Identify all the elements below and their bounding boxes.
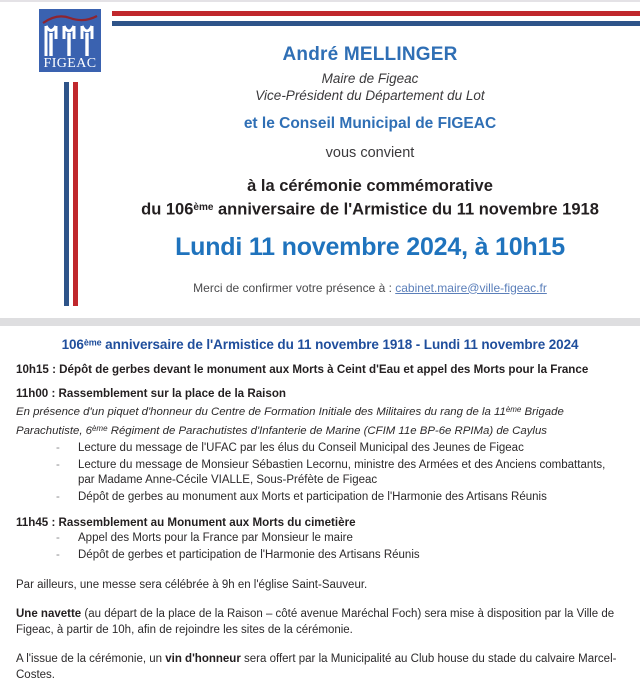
list-item-label: Lecture du message de l'UFAC par les élus du Conseil Municipal des Jeunes de Figeac <box>78 442 524 455</box>
programme-title-ordinal: ème <box>83 337 102 348</box>
shuttle-note <box>16 606 624 638</box>
slot-note-ordinal-1: ème <box>505 405 522 414</box>
dash-bullet-icon: - <box>56 442 60 455</box>
mayor-name: André MELLINGER <box>282 44 458 65</box>
slot-heading: 10h15 : Dépôt de gerbes devant le monument aux Morts à Ceint d'Eau et appel des Morts pour la France <box>16 363 589 376</box>
slot-note-post: Régiment de Parachutistes d'Infanterie de Marine (CFIM 11e BP-6e RPIMa) de Caylus <box>107 424 547 437</box>
mass-note: Par ailleurs, une messe sera célébrée à 9h en l'église Saint-Sauveur. <box>16 579 368 592</box>
ceremony-line-2 <box>120 197 620 221</box>
programme-page <box>0 326 640 682</box>
invite-verb: vous convient <box>325 145 415 161</box>
dash-bullet-icon: - <box>56 490 60 503</box>
programme-slot <box>16 387 624 505</box>
programme-title-post: anniversaire de l'Armistice du 11 novembre 1918 - Lundi 11 novembre 2024 <box>101 337 579 352</box>
list-item-label: Lecture du message de Monsieur Sébastien Lecornu, ministre des Armées et des Anciens combattants, par Madame Anne-Cécile VIALLE, Sous-Préfète de Figeac <box>78 458 606 487</box>
invitation-page <box>0 0 640 318</box>
ceremony-line-1: à la cérémonie commémorative <box>247 177 493 195</box>
programme-slot <box>16 363 624 376</box>
invitation-body <box>120 44 620 295</box>
dash-bullet-icon: - <box>56 532 60 545</box>
header-rule-red <box>112 11 640 16</box>
slot-note <box>16 402 624 439</box>
programme-slot <box>16 516 624 563</box>
council-line: et le Conseil Municipal de FIGEAC <box>243 115 497 132</box>
rsvp-email-link[interactable]: cabinet.maire@ville-figeac.fr <box>395 280 547 295</box>
reception-post: sera offert par la Municipalité au Club house du stade du calvaire Marcel-Costes. <box>16 653 617 682</box>
list-item-label: Dépôt de gerbes au monument aux Morts et participation de l'Harmonie des Artisans Réunis <box>78 490 547 503</box>
slot-note-mid: Brigade Parachutiste, 6 <box>16 406 564 437</box>
list-item <box>56 441 624 457</box>
header-rule-blue <box>112 21 640 26</box>
slot-heading: 11h45 : Rassemblement au Monument aux Morts du cimetière <box>16 516 356 530</box>
list-item-label: Dépôt de gerbes et participation de l'Harmonie des Artisans Réunis <box>78 548 420 561</box>
svg-text:FIGEAC: FIGEAC <box>43 56 97 71</box>
reception-label: vin d'honneur <box>165 653 241 666</box>
programme-title <box>16 337 624 352</box>
list-item <box>56 490 624 506</box>
list-item <box>56 458 624 489</box>
reception-note <box>16 651 624 683</box>
side-rule-blue <box>64 82 69 306</box>
dash-bullet-icon: - <box>56 548 60 561</box>
slot-heading: 11h00 : Rassemblement sur la place de la Raison <box>16 387 286 400</box>
ceremony-anniv-pre: du 106 <box>141 200 194 219</box>
mayor-role-line-2: Vice-Président du Département du Lot <box>255 88 485 103</box>
slot-item-list <box>16 531 624 563</box>
ceremony-anniv-post: anniversaire de l'Armistice du 11 novembre 1918 <box>213 200 599 219</box>
reception-pre: A l'issue de la cérémonie, un <box>16 653 166 666</box>
side-rule-red <box>73 82 78 306</box>
slot-note-pre: En présence d'un piquet d'honneur du Centre de Formation Initiale des Militaires du rang de la 11 <box>16 406 506 419</box>
shuttle-label: Une navette <box>16 608 82 621</box>
mayor-role-line-1: Maire de Figeac <box>321 71 419 86</box>
figeac-bridge-logo <box>39 9 101 72</box>
top-divider <box>0 0 640 2</box>
rsvp-line <box>120 281 620 295</box>
list-item <box>56 548 624 564</box>
dash-bullet-icon: - <box>56 458 60 471</box>
page-separator <box>0 318 640 326</box>
programme-title-pre: 106 <box>61 337 84 352</box>
ceremony-anniv-ordinal: ème <box>193 202 214 213</box>
slot-note-ordinal-2: ème <box>91 423 108 433</box>
list-item-label: Appel des Morts pour la France par Monsieur le maire <box>78 532 353 545</box>
ceremony-date: Lundi 11 novembre 2024, à 10h15 <box>175 232 565 261</box>
list-item <box>56 531 624 547</box>
rsvp-label: Merci de confirmer votre présence à : <box>193 280 396 295</box>
slot-item-list <box>16 441 624 505</box>
shuttle-text: (au départ de la place de la Raison – côté avenue Maréchal Foch) sera mise à disposition par la Ville de Figeac, à partir de 10h, afin de rejoindre les sites de la cérémonie. <box>16 608 615 637</box>
